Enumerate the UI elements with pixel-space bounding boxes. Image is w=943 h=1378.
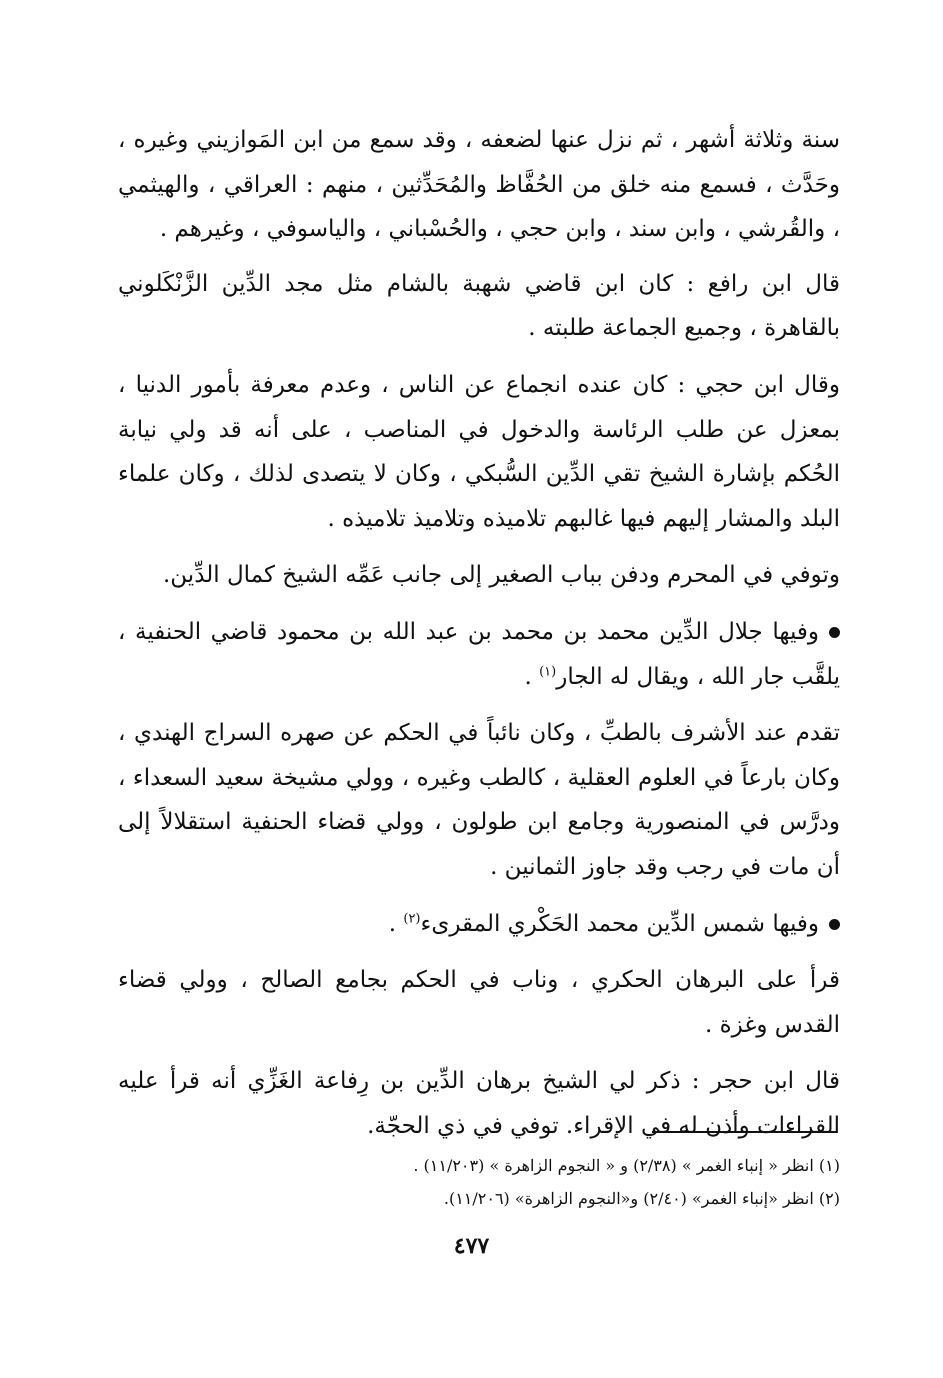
paragraph-shams-bio: قرأ على البرهان الحكري ، وناب في الحكم بجامع الصالح ، وولي قضاء القدس وغزة . — [118, 967, 840, 1038]
footnote-1: (١) انظر « إنباء الغمر » (٢/٣٨) و « النجوم الزاهرة » (١١/٢٠٣) . — [413, 1156, 840, 1175]
entry-shams-al-din — [118, 902, 840, 947]
footnotes — [118, 1149, 840, 1215]
paragraph-ibn-rafi: قال ابن رافع : كان ابن قاضي شهبة بالشام مثل مجد الدِّين الزَّنْكَلوني بالقاهرة ، وجميع الجماعة طلبته . — [118, 270, 840, 342]
footnote-ref-1: (١) — [539, 663, 557, 679]
footnote-ref-2: (٢) — [403, 910, 421, 926]
entry-jalal-al-din-text: وفيها جلال الدِّين محمد بن محمد بن عبد الله بن محمود قاضي الحنفية ، يلقَّب جار الله ، ويقال له الجار — [118, 618, 840, 690]
paragraph-death: وتوفي في المحرم ودفن بباب الصغير إلى جانب عَمِّه الشيخ كمال الدِّين. — [162, 562, 840, 589]
paragraph-ibn-hajar: قال ابن حجر : ذكر لي الشيخ برهان الدِّين بن رِفاعة الغَزِّي أنه قرأ عليه القراءات وأذن له في الإقراء. توفي في ذي الحجّة. — [118, 1068, 840, 1139]
footnote-divider — [652, 1131, 837, 1133]
entry-jalal-al-din — [118, 610, 840, 699]
paragraph-continuation: سنة وثلاثة أشهر ، ثم نزل عنها لضعفه ، وقد سمع من ابن المَوازيني وغيره ، وحَدَّث ، فسمع منه خلق من الحُفَّاظ والمُحَدِّثين ، منهم : العراقي ، والهيثمي ، والقُرشي ، وابن سند ، وابن حجي ، والحُسْباني ، والياسوفي ، وغيرهم . — [118, 127, 840, 243]
paragraph-ibn-hijji: وقال ابن حجي : كان عنده انجماع عن الناس ، وعدم معرفة بأمور الدنيا ، بمعزل عن طلب الرئاسة والدخول في المناصب ، على أنه قد ولي نيابة الحُكم بإشارة الشيخ تقي الدِّين السُّبكي ، وكان لا يتصدى لذلك ، وكان علماء البلد والمشار إليهم فيها غالبهم تلاميذه وتلاميذ تلاميذه . — [118, 371, 840, 532]
footnote-2: (٢) انظر «إنباء الغمر» (٢/٤٠) و«النجوم الزاهرة» (١١/٢٠٦). — [443, 1189, 840, 1208]
paragraph-jalal-bio: تقدم عند الأشرف بالطبِّ ، وكان نائباً في الحكم عن صهره السراج الهندي ، وكان بارعاً في العلوم العقلية ، كالطب وغيره ، وولي مشيخة سعيد السعداء ، ودرَّس في المنصورية وجامع ابن طولون ، وولي قضاء الحنفية استقلالاً إلى أن مات في رجب وقد جاوز الثمانين . — [118, 720, 840, 880]
bullet-icon — [829, 919, 840, 930]
main-text — [118, 118, 840, 1160]
entry-jalal-al-din-end: . — [524, 663, 540, 690]
entry-shams-al-din-text: وفيها شمس الدِّين محمد الحَكْري المقرىء — [420, 910, 819, 937]
entry-shams-al-din-end: . — [388, 910, 404, 937]
bullet-icon — [829, 627, 840, 638]
page-number: ٤٧٧ — [453, 1233, 490, 1259]
